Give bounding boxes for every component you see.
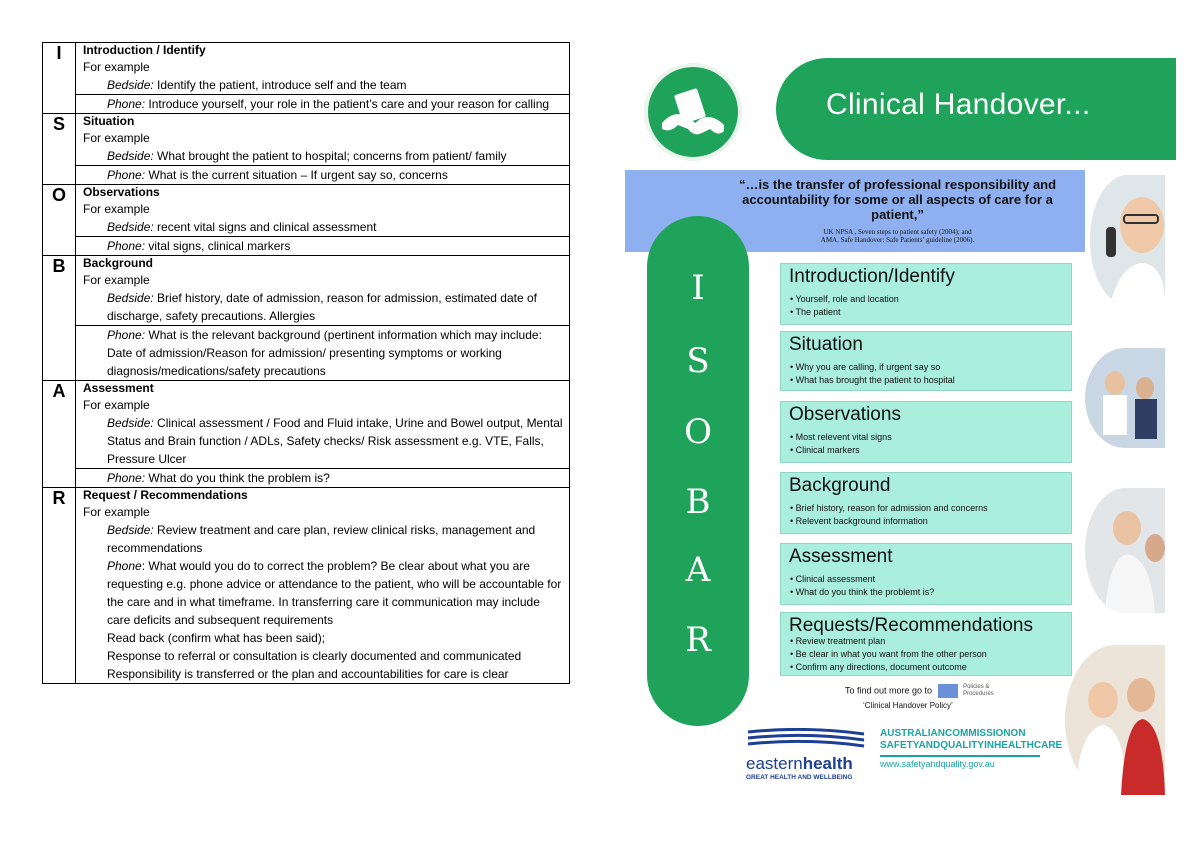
doctor-on-phone-image [1090,175,1165,305]
isobar-row [43,488,570,684]
nurses-reading-image [1065,645,1165,795]
section-title: Background [83,256,154,270]
section-title: Situation [83,114,135,128]
handover-logo [648,67,738,157]
isobar-row [43,381,570,488]
box-bullet: • What has brought the patient to hospital [790,375,955,385]
section-title: Request / Recommendations [83,488,248,502]
photo-doctor-phone [1090,175,1165,305]
policy-name: ‘Clinical Handover Policy’ [863,701,953,710]
example-text: What brought the patient to hospital; concerns from patient/ family [153,149,507,163]
find-out-more [845,684,994,698]
box-requests [780,612,1072,676]
for-example: For example [83,202,150,216]
example-label: Phone: [107,168,146,182]
definition-quote: “…is the transfer of professional responsibility and accountability for some or all aspects of care for a patient,” [738,177,1057,222]
row-letter: R [43,488,76,684]
for-example: For example [83,131,150,145]
eastern-health-wave-icon [746,728,866,748]
for-example: For example [83,505,150,519]
box-title: Introduction/Identify [789,266,955,287]
row-letter: A [43,381,76,488]
box-title: Situation [789,334,863,355]
box-bullet: • Brief history, reason for admission and concerns [790,503,988,513]
example-item [83,76,563,94]
example-label: Bedside: [107,523,154,537]
example-item [83,629,563,647]
quote-source-line-2: AMA, Safe Handover: Safe Patients’ guideline (2006). [820,236,975,244]
policies-procedures-icon [938,684,958,698]
example-label: Bedside: [107,78,154,92]
example-item [76,325,569,380]
example-text: Brief history, date of admission, reason for admission, estimated date of discharge, safety precautions. Allergies [107,291,537,323]
box-bullet: • Yourself, role and location [790,294,899,304]
find-out-text: To find out more go to [845,685,933,696]
box-bullet: • Relevent background information [790,516,928,526]
photo-nurse-patient [1085,488,1165,613]
isobar-table [42,42,570,684]
row-content [76,256,570,381]
example-item [83,647,563,665]
example-text: Response to referral or consultation is clearly documented and communicated [107,649,522,663]
example-item [76,165,569,184]
example-text: Introduce yourself, your role in the patient’s care and your reason for calling [145,97,550,111]
box-bullet: • Why you are calling, if urgent say so [790,362,941,372]
example-text: vital signs, clinical markers [145,239,291,253]
example-label: Bedside: [107,291,154,305]
title-banner [776,58,1176,160]
clinical-handover-poster [620,40,1165,810]
box-title: Background [789,475,891,496]
row-content [76,43,570,114]
example-label: Bedside: [107,149,154,163]
box-bullet: • Be clear in what you want from the other person [790,649,987,659]
box-assessment [780,543,1072,605]
example-text: : What would you do to correct the problem? Be clear about what you are requesting e.g. phone advice or attendance to the patient, who will be accountable for the care and in what timeframe. In transferring care it communication may include care deficits and subsequent requirements [107,559,562,627]
box-bullet: • The patient [790,307,841,317]
box-bullet: • Clinical markers [790,445,860,455]
row-content [76,488,570,684]
row-content [76,185,570,256]
box-observations [780,401,1072,463]
example-item [83,414,563,468]
box-title: Requests/Recommendations [789,615,1033,636]
example-label: Bedside: [107,220,154,234]
example-text: Identify the patient, introduce self and the team [153,78,407,92]
section-title: Observations [83,185,160,199]
example-label: Phone: [107,328,146,342]
photo-ward [1085,348,1165,448]
pillar-letter-i: I [691,268,705,308]
example-text: What do you think the problem is? [145,471,330,485]
box-bullet: • Clinical assessment [790,574,876,584]
example-item [83,147,563,165]
example-text: Review treatment and care plan, review clinical risks, management and recommendations [107,523,536,555]
example-item [83,557,563,629]
quote-source-line-1: UK NPSA , Seven steps to patient safety (2004); and [823,228,972,236]
box-situation [780,331,1072,391]
example-text: What is the current situation – If urgent say so, concerns [145,168,448,182]
example-item [83,289,563,325]
nurse-with-patient-image [1085,488,1165,613]
example-text: What is the relevant background (pertinent information which may include: Date of admission/Reason for admission/ presenting symptoms or working diagnosis/medications/safety precautions [107,328,542,378]
example-label: Phone [107,559,142,573]
row-letter: B [43,256,76,381]
box-bullet: • Most relevent vital signs [790,432,892,442]
pillar-letter-o: O [684,412,712,452]
example-text: recent vital signs and clinical assessment [153,220,377,234]
example-item [83,665,563,683]
example-text: Clinical assessment / Food and Fluid intake, Urine and Bowel output, Mental Status and Brain function / ADLs, Safety checks/ Risk assessment e.g. VTE, Falls, Pressure Ulcer [107,416,563,466]
quote-source [720,228,1075,244]
acsqhc-rule [880,755,1040,757]
example-text: Read back (confirm what has been said); [107,631,326,645]
box-background [780,472,1072,534]
example-item [83,521,563,557]
row-content [76,381,570,488]
for-example: For example [83,273,150,287]
for-example: For example [83,398,150,412]
acsqhc-line-1: AUSTRALIANCOMMISSIONON [880,728,1026,739]
example-label: Bedside: [107,416,154,430]
isobar-pillar [647,216,749,726]
example-label: Phone: [107,239,146,253]
pp-line-1: Policies & [963,684,990,690]
box-bullet: • What do you think the problemt is? [790,587,935,597]
acsqhc-url: www.safetyandquality.gov.au [880,759,995,769]
pillar-letter-b: B [685,482,711,522]
acsqhc-logo [880,728,1063,769]
box-title: Assessment [789,546,893,567]
box-bullet: • Review treatment plan [790,636,886,646]
example-item [76,236,569,255]
box-title: Observations [789,404,901,425]
hands-handover-icon [648,67,738,157]
policies-procedures-label [963,684,994,698]
pp-line-2: Procedures [963,691,994,697]
row-letter: S [43,114,76,185]
example-label: Phone: [107,97,146,111]
pillar-letter-r: R [685,620,711,660]
row-content [76,114,570,185]
section-title: Introduction / Identify [83,43,206,57]
isobar-row [43,256,570,381]
example-item [83,218,563,236]
poster-title: Clinical Handover... [826,88,1091,121]
acsqhc-line-2: SAFETYANDQUALITYINHEALTHCARE [880,740,1063,751]
pillar-letter-s: S [686,341,710,381]
eh-name-a: eastern [746,754,803,773]
pillar-letter-a: A [685,550,711,590]
row-letter: I [43,43,76,114]
row-letter: O [43,185,76,256]
section-title: Assessment [83,381,154,395]
eastern-health-wordmark [746,755,866,773]
isobar-row [43,185,570,256]
example-text: Responsibility is transferred or the plan and accountabilities for care is clear [107,667,509,681]
box-bullet: • Confirm any directions, document outcome [790,662,967,672]
box-introduction [780,263,1072,325]
for-example: For example [83,60,150,74]
example-item [76,94,569,113]
isobar-row [43,114,570,185]
example-item [76,468,569,487]
ward-staff-image [1085,348,1165,448]
example-label: Phone: [107,471,146,485]
isobar-table-body [43,43,570,684]
photo-nurses [1065,645,1165,795]
eh-name-b: health [802,754,853,773]
eastern-health-logo [746,728,866,781]
eh-tagline: GREAT HEALTH AND WELLBEING [746,774,853,781]
isobar-row [43,43,570,114]
